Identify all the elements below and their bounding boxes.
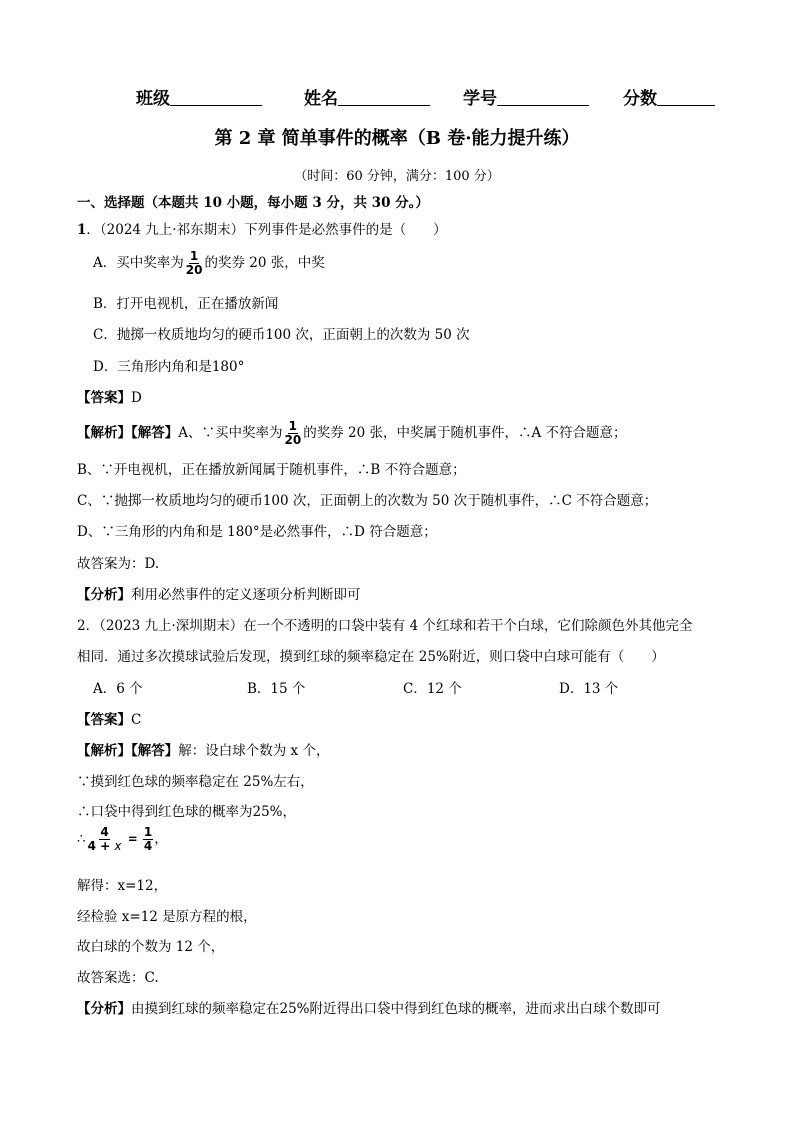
question-2-summary bbox=[77, 997, 661, 1017]
variable-x: x bbox=[114, 839, 122, 853]
student-id-label: 学号 bbox=[463, 89, 497, 109]
question-1-summary bbox=[77, 583, 361, 603]
exam-info: （时间：60 分钟，满分：100 分） bbox=[294, 169, 500, 184]
question-1-option-c: C．抛掷一枚质地均匀的硬币100 次，正面朝上的次数为 50 次 bbox=[93, 327, 470, 343]
question-2-option-b: B．15 个 bbox=[247, 681, 306, 697]
question-1-analysis-line-1 bbox=[77, 420, 627, 447]
question-2-answer bbox=[77, 708, 141, 728]
equation-comma: ， bbox=[154, 831, 168, 847]
fraction bbox=[284, 420, 303, 447]
analysis-text: A、∵买中奖率为 bbox=[178, 425, 283, 441]
question-2-option-c: C．12 个 bbox=[403, 681, 462, 697]
option-a-text-end: 的奖券 20 张，中奖 bbox=[204, 255, 325, 271]
question-1-option-b: B．打开电视机，正在播放新闻 bbox=[93, 296, 279, 312]
score-field bbox=[623, 84, 715, 109]
summary-tag: 【分析】 bbox=[77, 1001, 131, 1017]
fraction-denominator bbox=[87, 840, 123, 853]
question-2-equation bbox=[77, 826, 168, 853]
fraction-numerator: 1 bbox=[288, 419, 298, 433]
question-2-analysis-line-5: 解得：x=12， bbox=[77, 878, 168, 894]
question-2-stem-line-2: 相同．通过多次摸球试验后发现，摸到红球的频率稳定在 25%附近，则口袋中白球可能有（ ） bbox=[77, 649, 665, 665]
analysis-tag: 【解析】【解答】 bbox=[77, 425, 179, 441]
question-2-analysis-line-3: ∴口袋中得到红色球的概率为25%， bbox=[77, 804, 297, 820]
analysis-text: 解：设白球个数为 x 个， bbox=[178, 743, 330, 759]
section-heading: 一、选择题（本题共 10 小题，每小题 3 分，共 30 分。） bbox=[77, 195, 429, 211]
therefore-symbol: ∴ bbox=[77, 831, 86, 847]
equals-sign: = bbox=[123, 832, 142, 846]
answer-tag: 【答案】 bbox=[77, 712, 131, 728]
question-2-option-d: D．13 个 bbox=[559, 681, 619, 697]
question-2-text: 2．（2023 九上·深圳期末）在一个不透明的口袋中装有 4 个红球和若干个白球，它们除颜色外其他完全 bbox=[77, 618, 693, 634]
fraction-denominator: 20 bbox=[284, 433, 302, 447]
question-2-analysis-line-7: 故白球的个数为 12 个， bbox=[77, 939, 225, 955]
question-2-analysis-line-2: ∵摸到红色球的频率稳定在 25%左右， bbox=[77, 774, 314, 790]
analysis-text-end: 的奖券 20 张，中奖属于随机事件，∴A 不符合题意； bbox=[303, 425, 627, 441]
fraction bbox=[185, 250, 204, 277]
score-label: 分数 bbox=[623, 89, 657, 109]
summary-text: 由摸到红球的频率稳定在25%附近得出口袋中得到红色球的概率，进而求出白球个数即可 bbox=[131, 1001, 661, 1017]
question-2-analysis-line-6: 经检验 x=12 是原方程的根， bbox=[77, 909, 257, 925]
name-field bbox=[304, 84, 430, 109]
question-1-analysis-line-2: B、∵开电视机，正在播放新闻属于随机事件，∴B 不符合题意； bbox=[77, 462, 466, 478]
answer-value: C bbox=[131, 712, 142, 728]
question-1-text: ．（2024 九上·祁东期末）下列事件是必然事件的是（ ） bbox=[86, 222, 447, 238]
question-1-answer bbox=[77, 386, 142, 406]
question-2-analysis-line-1 bbox=[77, 739, 329, 759]
question-1-option-a bbox=[93, 250, 325, 277]
summary-text: 利用必然事件的定义逐项分析判断即可 bbox=[131, 587, 361, 603]
name-label: 姓名 bbox=[304, 89, 338, 109]
fraction-numerator: 1 bbox=[189, 249, 199, 263]
fraction-denominator: 20 bbox=[185, 263, 203, 277]
answer-tag: 【答案】 bbox=[77, 390, 131, 406]
fraction bbox=[87, 826, 123, 853]
answer-value: D bbox=[131, 390, 142, 406]
class-label: 班级 bbox=[136, 89, 170, 109]
fraction bbox=[143, 826, 153, 853]
question-1-option-d: D．三角形内角和是180° bbox=[93, 359, 245, 375]
question-1-analysis-line-5: 故答案为：D. bbox=[77, 556, 160, 572]
analysis-tag: 【解析】【解答】 bbox=[77, 743, 179, 759]
question-2-option-a: A．6 个 bbox=[93, 681, 143, 697]
summary-tag: 【分析】 bbox=[77, 587, 131, 603]
fraction-numerator: 1 bbox=[143, 825, 153, 839]
fraction-denominator: 4 bbox=[143, 839, 153, 853]
score-blank bbox=[657, 88, 715, 106]
question-2-stem-line-1 bbox=[77, 614, 692, 634]
denominator-constant: 4 + bbox=[87, 839, 115, 853]
question-2-analysis-line-8: 故答案选：C. bbox=[77, 970, 159, 986]
fraction-numerator: 4 bbox=[100, 825, 109, 839]
question-1-analysis-line-3: C、∵抛掷一枚质地均匀的硬币100 次，正面朝上的次数为 50 次于随机事件，∴C 不符合题意； bbox=[77, 493, 658, 509]
class-blank bbox=[170, 88, 262, 106]
page-title: 第 2 章 简单事件的概率（B 卷·能力提升练） bbox=[214, 128, 580, 149]
student-id-blank bbox=[497, 88, 589, 106]
class-field bbox=[136, 84, 262, 109]
student-id-field bbox=[463, 84, 589, 109]
question-1-stem bbox=[77, 218, 447, 238]
question-1-number: 1 bbox=[77, 222, 87, 238]
option-a-text: A．买中奖率为 bbox=[93, 255, 184, 271]
name-blank bbox=[338, 88, 430, 106]
question-1-analysis-line-4: D、∵三角形的内角和是 180°是必然事件，∴D 符合题意； bbox=[77, 524, 437, 540]
